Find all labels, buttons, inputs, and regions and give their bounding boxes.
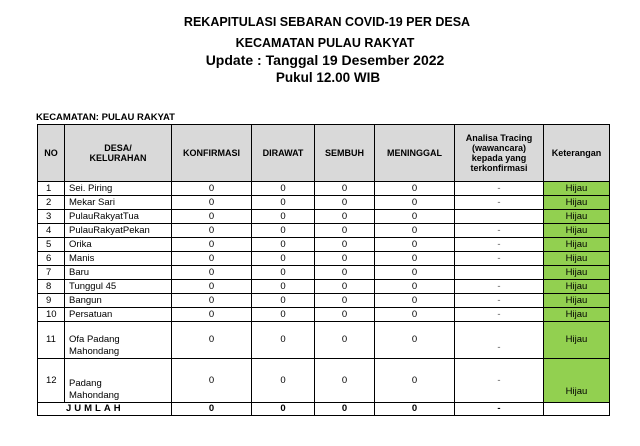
cell-meninggal: 0 xyxy=(375,224,455,238)
cell-tracing: - xyxy=(455,252,544,266)
cell-dirawat: 0 xyxy=(252,210,315,224)
cell-tracing: - xyxy=(455,308,544,322)
total-sembuh: 0 xyxy=(315,403,375,416)
cell-keterangan: Hijau xyxy=(544,294,610,308)
cell-dirawat: 0 xyxy=(252,252,315,266)
cell-keterangan: Hijau xyxy=(544,359,610,403)
table-row xyxy=(38,196,610,210)
cell-sembuh: 0 xyxy=(315,322,375,359)
header-tracing: Analisa Tracing (wawancara) kepada yang terkonfirmasi xyxy=(455,125,544,182)
report-update-time: Pukul 12.00 WIB xyxy=(275,70,381,85)
cell-dirawat: 0 xyxy=(252,238,315,252)
cell-tracing: - xyxy=(455,280,544,294)
cell-konfirmasi: 0 xyxy=(172,280,252,294)
cell-meninggal: 0 xyxy=(375,182,455,196)
cell-sembuh: 0 xyxy=(315,224,375,238)
cell-dirawat: 0 xyxy=(252,308,315,322)
table-row xyxy=(38,210,610,224)
table-header-row xyxy=(38,125,610,182)
cell-keterangan: Hijau xyxy=(544,210,610,224)
cell-no: 2 xyxy=(38,196,65,210)
cell-dirawat: 0 xyxy=(252,182,315,196)
cell-meninggal: 0 xyxy=(375,359,455,403)
cell-konfirmasi: 0 xyxy=(172,182,252,196)
cell-konfirmasi: 0 xyxy=(172,266,252,280)
cell-no: 12 xyxy=(38,359,65,403)
cell-tracing: - xyxy=(455,238,544,252)
cell-meninggal: 0 xyxy=(375,322,455,359)
table-row xyxy=(38,238,610,252)
cell-sembuh: 0 xyxy=(315,308,375,322)
cell-konfirmasi: 0 xyxy=(172,196,252,210)
cell-tracing: - xyxy=(455,182,544,196)
cell-sembuh: 0 xyxy=(315,196,375,210)
cell-tracing xyxy=(455,210,544,224)
table-row xyxy=(38,322,610,359)
report-title: REKAPITULASI SEBARAN COVID-19 PER DESA xyxy=(183,15,471,29)
cell-sembuh: 0 xyxy=(315,294,375,308)
cell-keterangan: Hijau xyxy=(544,224,610,238)
cell-tracing: - xyxy=(455,196,544,210)
cell-desa: Orika xyxy=(65,238,172,252)
table-row xyxy=(38,294,610,308)
cell-no: 3 xyxy=(38,210,65,224)
total-meninggal: 0 xyxy=(375,403,455,416)
cell-keterangan: Hijau xyxy=(544,280,610,294)
cell-sembuh: 0 xyxy=(315,210,375,224)
cell-sembuh: 0 xyxy=(315,266,375,280)
cell-konfirmasi: 0 xyxy=(172,359,252,403)
cell-tracing: - xyxy=(455,322,544,359)
cell-meninggal: 0 xyxy=(375,238,455,252)
cell-sembuh: 0 xyxy=(315,359,375,403)
total-row xyxy=(38,403,610,416)
cell-keterangan: Hijau xyxy=(544,182,610,196)
table-row xyxy=(38,266,610,280)
cell-konfirmasi: 0 xyxy=(172,308,252,322)
header-desa: DESA/ KELURAHAN xyxy=(65,125,172,182)
header-dirawat: DIRAWAT xyxy=(252,125,315,182)
header-konfirmasi: KONFIRMASI xyxy=(172,125,252,182)
report-title-block xyxy=(0,14,640,86)
cell-desa: Baru xyxy=(65,266,172,280)
report-subtitle: KECAMATAN PULAU RAKYAT xyxy=(235,36,415,50)
cell-keterangan: Hijau xyxy=(544,238,610,252)
cell-no: 5 xyxy=(38,238,65,252)
cell-desa: PulauRakyatTua xyxy=(65,210,172,224)
header-no: NO xyxy=(38,125,65,182)
cell-no: 11 xyxy=(38,322,65,359)
cell-desa: Persatuan xyxy=(65,308,172,322)
cell-dirawat: 0 xyxy=(252,359,315,403)
table-row xyxy=(38,224,610,238)
cell-no: 10 xyxy=(38,308,65,322)
cell-tracing xyxy=(455,266,544,280)
cell-no: 4 xyxy=(38,224,65,238)
cell-keterangan: Hijau xyxy=(544,266,610,280)
total-keterangan xyxy=(544,403,610,416)
cell-meninggal: 0 xyxy=(375,294,455,308)
report-update-date: Update : Tanggal 19 Desember 2022 xyxy=(205,52,445,68)
cell-konfirmasi: 0 xyxy=(172,252,252,266)
header-sembuh: SEMBUH xyxy=(315,125,375,182)
cell-konfirmasi: 0 xyxy=(172,224,252,238)
cell-keterangan: Hijau xyxy=(544,322,610,359)
cell-tracing: - xyxy=(455,294,544,308)
total-dirawat: 0 xyxy=(252,403,315,416)
cell-meninggal: 0 xyxy=(375,266,455,280)
cell-desa: Sei. Piring xyxy=(65,182,172,196)
cell-keterangan: Hijau xyxy=(544,196,610,210)
cell-desa: Ofa Padang Mahondang xyxy=(65,322,172,359)
cell-no: 8 xyxy=(38,280,65,294)
cell-no: 1 xyxy=(38,182,65,196)
cell-sembuh: 0 xyxy=(315,252,375,266)
cell-meninggal: 0 xyxy=(375,308,455,322)
cell-meninggal: 0 xyxy=(375,210,455,224)
kecamatan-label: KECAMATAN: PULAU RAKYAT xyxy=(36,112,175,123)
cell-konfirmasi: 0 xyxy=(172,322,252,359)
cell-meninggal: 0 xyxy=(375,280,455,294)
total-label: JUMLAH xyxy=(38,403,172,416)
cell-konfirmasi: 0 xyxy=(172,294,252,308)
cell-desa: Mekar Sari xyxy=(65,196,172,210)
cell-no: 6 xyxy=(38,252,65,266)
cell-sembuh: 0 xyxy=(315,238,375,252)
header-meninggal: MENINGGAL xyxy=(375,125,455,182)
total-tracing: - xyxy=(455,403,544,416)
covid-data-table xyxy=(37,124,610,416)
table-row xyxy=(38,280,610,294)
table-row xyxy=(38,252,610,266)
table-row xyxy=(38,182,610,196)
cell-no: 9 xyxy=(38,294,65,308)
table-row xyxy=(38,359,610,403)
cell-desa: Bangun xyxy=(65,294,172,308)
cell-dirawat: 0 xyxy=(252,196,315,210)
cell-desa: PulauRakyatPekan xyxy=(65,224,172,238)
total-konfirmasi: 0 xyxy=(172,403,252,416)
cell-meninggal: 0 xyxy=(375,196,455,210)
cell-sembuh: 0 xyxy=(315,280,375,294)
table-row xyxy=(38,308,610,322)
cell-desa: Padang Mahondang xyxy=(65,359,172,403)
cell-sembuh: 0 xyxy=(315,182,375,196)
cell-meninggal: 0 xyxy=(375,252,455,266)
cell-dirawat: 0 xyxy=(252,294,315,308)
cell-konfirmasi: 0 xyxy=(172,238,252,252)
cell-konfirmasi: 0 xyxy=(172,210,252,224)
cell-dirawat: 0 xyxy=(252,266,315,280)
header-keterangan: Keterangan xyxy=(544,125,610,182)
cell-desa: Tunggul 45 xyxy=(65,280,172,294)
cell-keterangan: Hijau xyxy=(544,308,610,322)
cell-dirawat: 0 xyxy=(252,322,315,359)
cell-dirawat: 0 xyxy=(252,224,315,238)
cell-dirawat: 0 xyxy=(252,280,315,294)
cell-tracing: - xyxy=(455,359,544,403)
cell-keterangan: Hijau xyxy=(544,252,610,266)
cell-no: 7 xyxy=(38,266,65,280)
cell-desa: Manis xyxy=(65,252,172,266)
cell-tracing: - xyxy=(455,224,544,238)
